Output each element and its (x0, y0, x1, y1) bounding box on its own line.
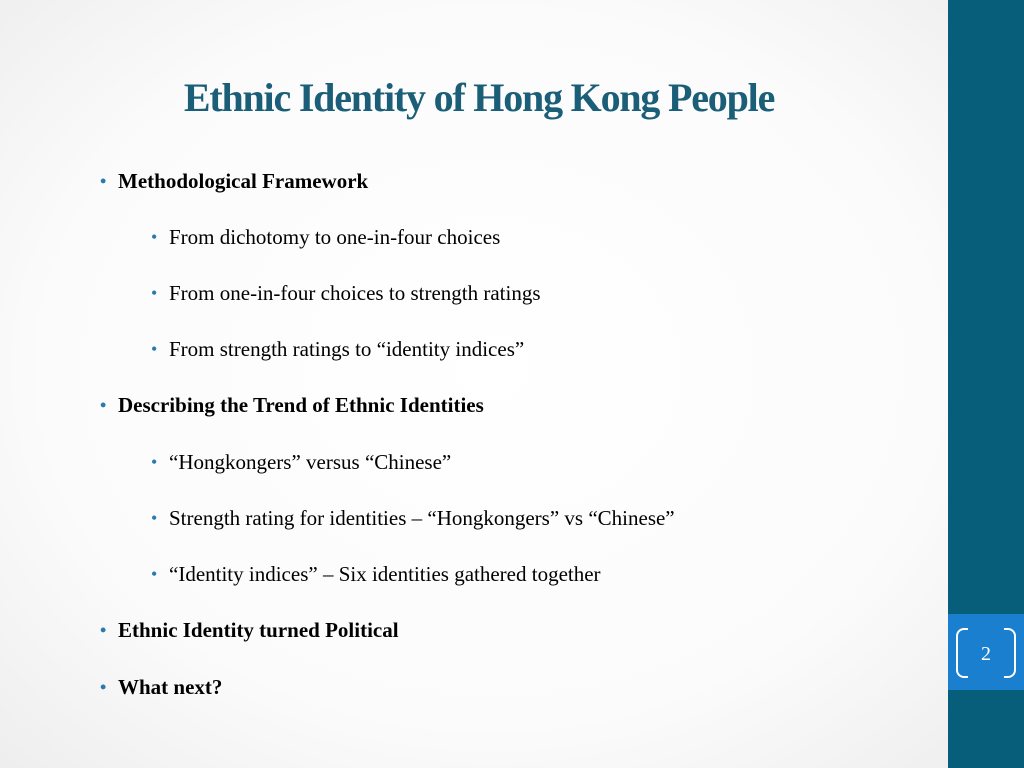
page-number: 2 (981, 643, 991, 665)
bullet-text: What next? (118, 675, 223, 699)
bullet-item-6 (151, 450, 452, 474)
bullet-dot: • (100, 677, 107, 697)
bullet-dot: • (151, 283, 158, 303)
bullet-text: “Identity indices” – Six identities gathered together (169, 562, 601, 586)
bullet-item-7 (151, 506, 675, 530)
bullet-text: “Hongkongers” versus “Chinese” (169, 450, 452, 474)
bullet-text: Strength rating for identities – “Hongkongers” vs “Chinese” (169, 506, 675, 530)
bullet-item-4 (151, 337, 525, 361)
bullet-dot: • (151, 452, 158, 472)
page-number-box (948, 614, 1024, 690)
bullet-text: Describing the Trend of Ethnic Identities (118, 393, 484, 417)
bullet-item-8 (151, 562, 601, 586)
bullet-text: Methodological Framework (118, 169, 369, 193)
bullet-text: From one-in-four choices to strength ratings (169, 281, 541, 305)
bullet-dot: • (100, 395, 107, 415)
bullet-text: Ethnic Identity turned Political (118, 618, 399, 642)
bullet-item-9 (100, 618, 399, 642)
bullet-item-1 (100, 169, 369, 193)
slide-title: Ethnic Identity of Hong Kong People (183, 75, 775, 120)
bullet-dot: • (100, 620, 107, 640)
right-bracket-icon (1004, 628, 1016, 678)
bullet-item-2 (151, 225, 501, 249)
bullet-item-3 (151, 281, 541, 305)
bullet-dot: • (151, 339, 158, 359)
bullet-item-10 (100, 675, 223, 699)
bullet-dot: • (151, 564, 158, 584)
bullet-dot: • (100, 171, 107, 191)
bullet-text: From strength ratings to “identity indices” (169, 337, 525, 361)
bullet-dot: • (151, 227, 158, 247)
bullet-item-5 (100, 393, 484, 417)
bullet-dot: • (151, 508, 158, 528)
bullet-text: From dichotomy to one-in-four choices (169, 225, 501, 249)
